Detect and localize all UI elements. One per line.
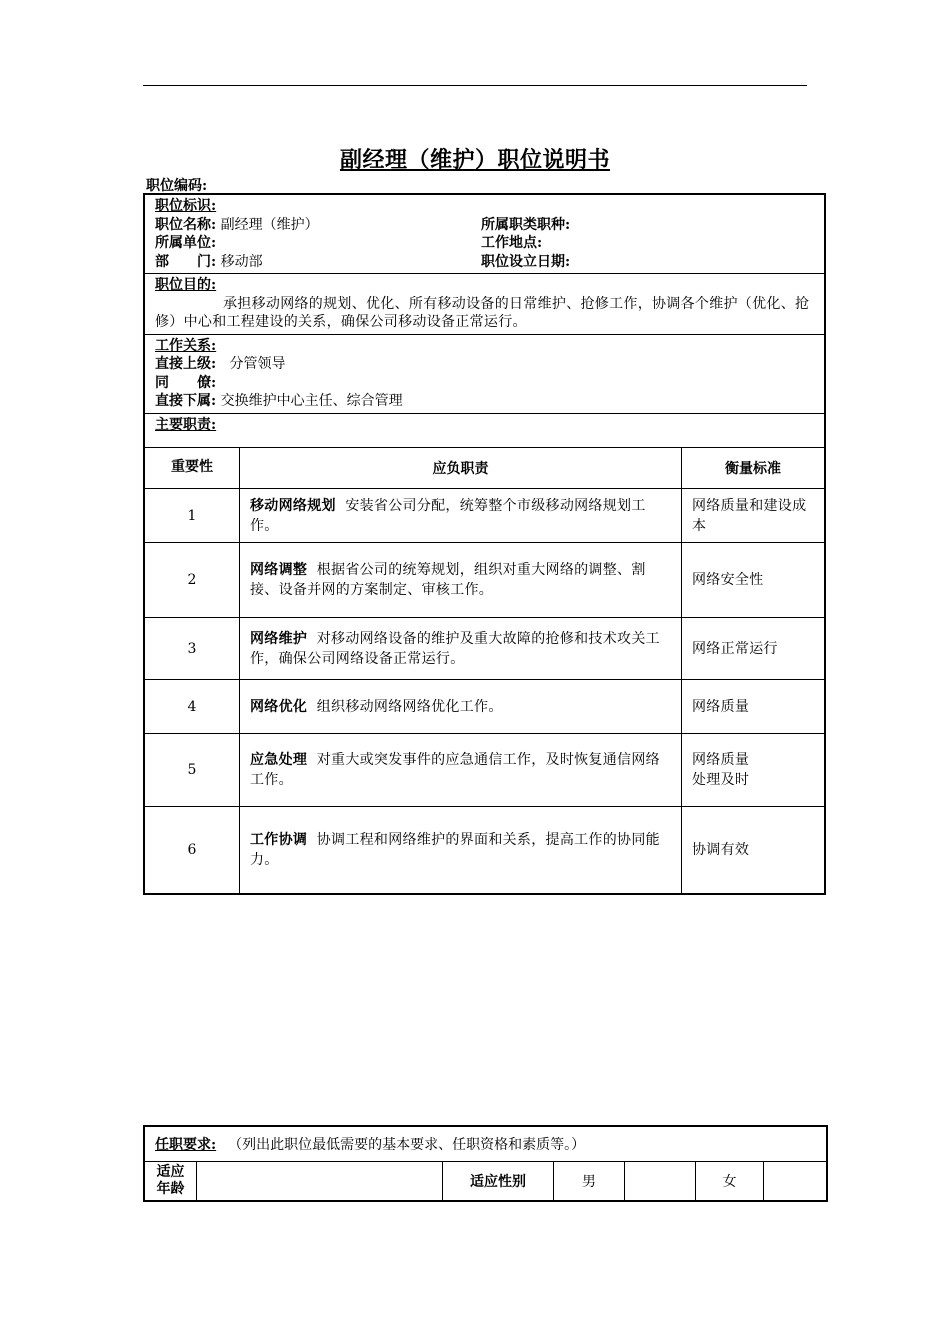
duty-title: 网络维护 — [250, 630, 308, 647]
duty-title: 应急处理 — [250, 752, 308, 768]
requirements-table — [143, 1125, 828, 1202]
dept-label: 部 门: — [155, 253, 217, 270]
duty-row — [145, 543, 824, 618]
age-gender-row — [145, 1162, 826, 1200]
purpose-label: 职位目的: — [155, 277, 217, 293]
duty-measure: 网络安全性 — [682, 543, 825, 618]
superior-label: 直接上级: — [155, 356, 217, 372]
duty-table — [145, 448, 824, 893]
duty-measure: 网络正常运行 — [682, 618, 825, 680]
duty-row — [145, 734, 824, 807]
unit-label: 所属单位: — [155, 235, 217, 251]
duty-number: 5 — [145, 734, 240, 807]
identity-section — [145, 195, 824, 274]
date-label: 职位设立日期: — [481, 253, 571, 270]
subordinate-label: 直接下属: — [155, 393, 217, 409]
duty-number: 4 — [145, 680, 240, 734]
requirements-row — [145, 1127, 826, 1162]
duty-text: 对重大或突发事件的应急通信工作，及时恢复通信网络工作。 — [250, 752, 660, 788]
gender-label: 适应性别 — [443, 1162, 554, 1200]
peer-label: 同 僚: — [155, 374, 217, 391]
male-label: 男 — [554, 1162, 625, 1200]
age-label: 适应年龄 — [145, 1162, 197, 1200]
name-label: 职位名称: — [155, 216, 217, 233]
duty-title: 工作协调 — [250, 831, 308, 848]
purpose-text: 承担移动网络的规划、优化、所有移动设备的日常维护、抢修工作，协调各个维护（优化、抢修）中心和工程建设的关系，确保公司移动设备正常运行。 — [155, 295, 810, 330]
duty-text: 安装省公司分配，统筹整个市级移动网络规划工作。 — [250, 497, 646, 534]
col-measure: 衡量标准 — [682, 448, 825, 489]
female-check-cell[interactable] — [764, 1162, 826, 1200]
duty-measure: 网络质量 — [682, 680, 825, 734]
identity-label: 职位标识: — [155, 198, 217, 214]
relations-section — [145, 335, 824, 414]
duty-measure: 网络质量和建设成本 — [682, 489, 825, 543]
age-value-cell[interactable] — [197, 1162, 443, 1200]
duty-number: 3 — [145, 618, 240, 680]
position-code-label: 职位编码: — [146, 178, 208, 194]
requirements-note: （列出此职位最低需要的基本要求、任职资格和素质等。） — [228, 1137, 586, 1153]
header-rule — [143, 85, 807, 86]
duty-row — [145, 618, 824, 680]
duty-text: 对移动网络设备的维护及重大故障的抢修和技术攻关工作，确保公司网络设备正常运行。 — [250, 630, 660, 667]
duty-row — [145, 489, 824, 543]
relations-label: 工作关系: — [155, 337, 217, 354]
duty-measure: 协调有效 — [682, 807, 825, 893]
duty-row — [145, 680, 824, 734]
duty-text: 协调工程和网络维护的界面和关系，提高工作的协同能力。 — [250, 831, 660, 868]
location-label: 工作地点: — [481, 235, 543, 251]
requirements-label: 任职要求: — [155, 1137, 217, 1153]
page-title: 副经理（维护）职位说明书 — [339, 147, 610, 173]
duties-section — [145, 414, 824, 448]
duty-text: 组织移动网络网络优化工作。 — [316, 698, 503, 715]
duty-number: 1 — [145, 489, 240, 543]
position-table — [143, 193, 826, 895]
duty-number: 6 — [145, 807, 240, 893]
female-label: 女 — [696, 1162, 764, 1200]
superior-value: 分管领导 — [229, 356, 286, 372]
duty-number: 2 — [145, 543, 240, 618]
duty-title: 网络优化 — [250, 698, 308, 715]
duty-title: 网络调整 — [250, 562, 308, 578]
purpose-section — [145, 274, 824, 335]
category-label: 所属职类职种: — [481, 216, 571, 233]
col-duty: 应负职责 — [240, 448, 682, 489]
duty-row — [145, 807, 824, 893]
dept-value: 移动部 — [220, 253, 263, 270]
duty-text: 根据省公司的统筹规划，组织对重大网络的调整、割接、设备并网的方案制定、审核工作。 — [250, 562, 646, 598]
duties-label: 主要职责: — [155, 416, 217, 433]
duty-measure: 网络质量 处理及时 — [682, 734, 825, 807]
male-check-cell[interactable] — [625, 1162, 696, 1200]
duty-header-row — [145, 448, 824, 489]
subordinate-value: 交换维护中心主任、综合管理 — [220, 393, 403, 409]
name-value: 副经理（维护） — [220, 216, 319, 233]
duty-title: 移动网络规划 — [250, 497, 336, 514]
col-importance: 重要性 — [145, 448, 240, 489]
